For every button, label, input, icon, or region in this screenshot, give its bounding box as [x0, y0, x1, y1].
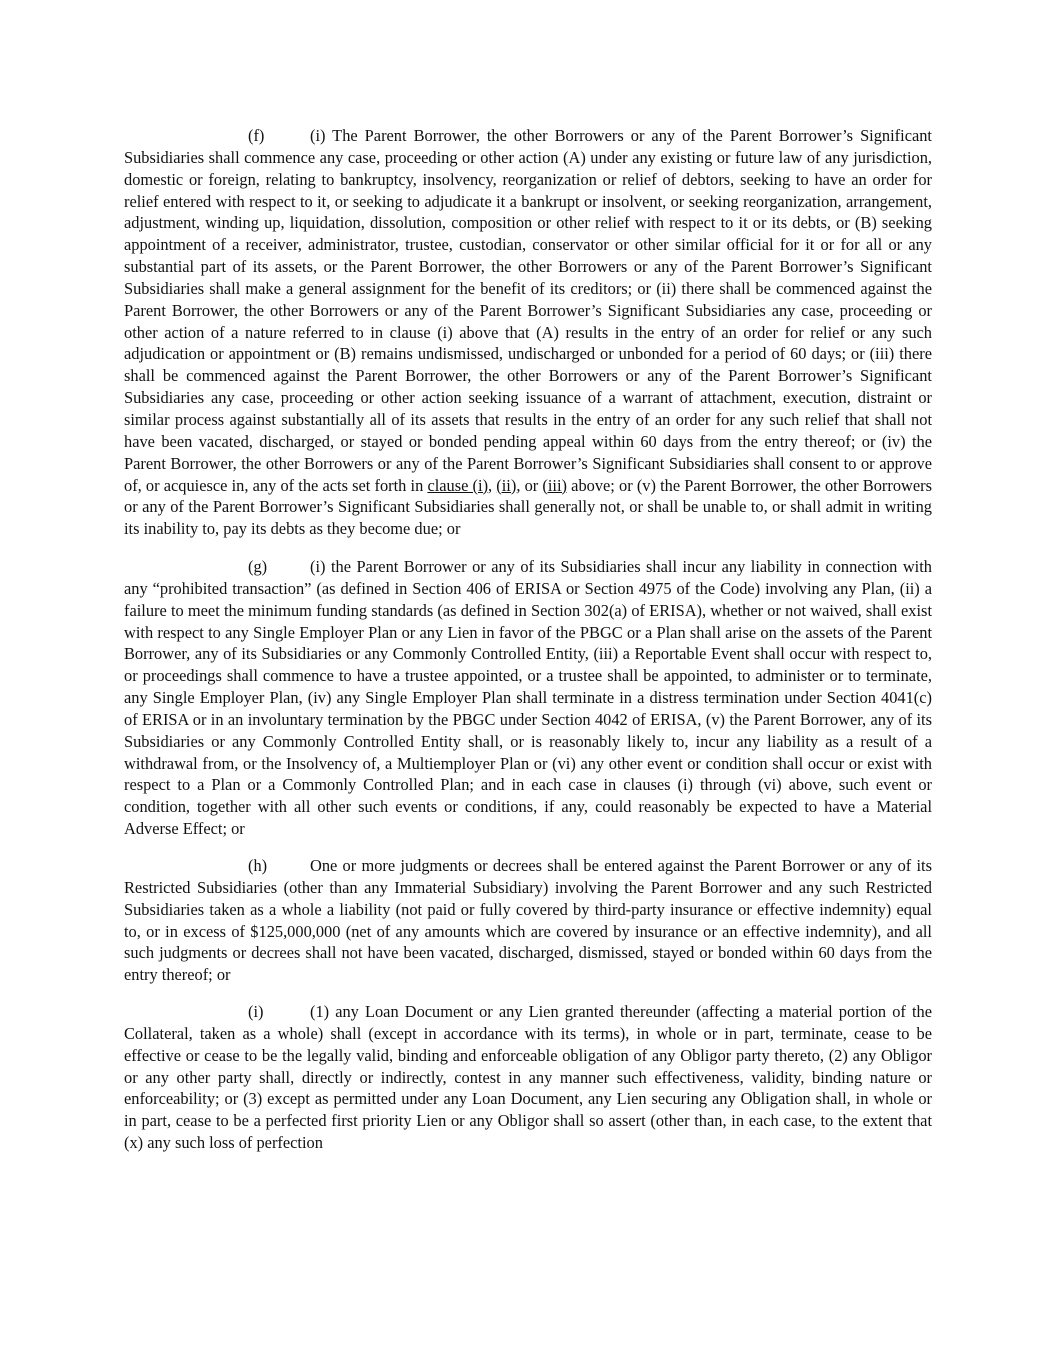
clause-ii-reference: (ii) — [496, 475, 517, 495]
clause-separator-1: , — [488, 475, 497, 495]
paragraph-h — [124, 855, 932, 986]
paragraph-i — [124, 1001, 932, 1154]
paragraph-f — [124, 125, 932, 540]
document-page — [124, 125, 932, 1169]
paragraph-g — [124, 556, 932, 840]
paragraph-f-label: (f) — [248, 126, 265, 145]
paragraph-i-label: (i) — [248, 1002, 264, 1022]
clause-i-reference: clause (i) — [427, 475, 489, 495]
paragraph-h-text: One or more judgments or decrees shall be entered against the Parent Borrower or any of its Restricted Subsidiaries (other than any Immaterial Subsidiary) involving the Parent Borrower and any such Restricted Subsidiaries taken as a whole a liability (not paid or fully covered by third-party insurance or effective indemnity) equal to, or in excess of $125,000,000 (net of any amounts which are covered by insurance or an effective indemnity), and all such judgments or decrees shall not have been vacated, discharged, dismissed, stayed or bonded within 60 days from the entry thereof; or — [124, 856, 932, 985]
clause-separator-2: , or — [516, 475, 543, 495]
paragraph-f-text-part1: (i) The Parent Borrower, the other Borrowers or any of the Parent Borrower’s Significant Subsidiaries shall commence any case, proceeding or other action (A) under any existing or future law of any jurisdiction, domestic or foreign, relating to bankruptcy, insolvency, reorganization or relief of debtors, seeking to have an order for relief entered with respect to it, or seeking to adjudicate it a bankrupt or insolvent, or seeking reorganization, arrangement, adjustment, winding up, liquidation, dissolution, composition or other relief with respect to it or its debts, or (B) seeking appointment of a receiver, administrator, trustee, custodian, conservator or other similar official for it or for all or any substantial part of its assets, or the Parent Borrower, the other Borrowers or any of the Parent Borrower’s Significant Subsidiaries shall make a general assignment for the benefit of its creditors; or (ii) there shall be commenced against the Parent Borrower, the other Borrowers or any of the Parent Borrower’s Significant Subsidiaries any case, proceeding or other action of a nature referred to in clause (i) above that (A) results in the entry of an order for relief or any such adjudication or appointment or (B) remains undismissed, undischarged or unbonded for a period of 60 days; or (iii) there shall be commenced against the Parent Borrower, the other Borrowers or any of the Parent Borrower’s Significant Subsidiaries any case, proceeding or other action seeking issuance of a warrant of attachment, execution, distraint or similar process against substantially all of its assets that results in the entry of an order for any such relief that shall not have been vacated, discharged, or stayed or bonded pending appeal within 60 days from the entry thereof; or (iv) the Parent Borrower, the other Borrowers or any of the Parent Borrower’s Significant Subsidiaries shall consent to or approve of, or acquiesce in, any of the acts set forth in — [124, 126, 932, 495]
paragraph-f-text-part2: above; or (v) the Parent Borrower, the other Borrowers or any of the Parent Borrower’s Significant Subsidiaries shall generally not, or shall be unable to, or shall admit in writing its inability to, pay its debts as they become due; or — [124, 475, 932, 539]
paragraph-h-label: (h) — [248, 856, 268, 875]
paragraph-g-text: (i) the Parent Borrower or any of its Subsidiaries shall incur any liability in connection with any “prohibited transaction” (as defined in Section 406 of ERISA or Section 4975 of the Code) involving any Plan, (ii) a failure to meet the minimum funding standards (as defined in Section 302(a) of ERISA), whether or not waived, shall exist with respect to any Single Employer Plan or any Lien in favor of the PBGC or a Plan shall arise on the assets of the Parent Borrower, any of its Subsidiaries or any Commonly Controlled Entity, (iii) a Reportable Event shall occur with respect to, or proceedings shall commence to have a trustee appointed, or a trustee shall be appointed, to administer or to terminate, any Single Employer Plan, (iv) any Single Employer Plan shall terminate in a distress termination under Section 4041(c) of ERISA or in an involuntary termination by the PBGC under Section 4042 of ERISA, (v) the Parent Borrower, any of its Subsidiaries or any Commonly Controlled Entity shall, or is reasonably likely to, incur any liability as a result of a withdrawal from, or the Insolvency of, a Multiemployer Plan or (vi) any other event or condition shall occur or exist with respect to a Plan or a Commonly Controlled Plan; and in each case in clauses (i) through (vi) above, such event or condition, together with all other such events or conditions, if any, could reasonably be expected to have a Material Adverse Effect; or — [124, 557, 932, 839]
paragraph-i-text: (1) any Loan Document or any Lien granted thereunder (affecting a material portion of the Collateral, taken as a whole) shall (except in accordance with its terms), in whole or in part, terminate, cease to be effective or cease to be the legally valid, binding and enforceable obligation of any Obligor party thereto, (2) any Obligor or any other party shall, directly or indirectly, contest in any manner such effectiveness, validity, binding nature or enforceability; or (3) except as permitted under any Loan Document, any Lien securing any Obligation shall, in whole or in part, cease to be a perfected first priority Lien or any Obligor shall so assert (other than, in each case, to the extent that (x) any such loss of perfection — [124, 1002, 932, 1153]
paragraph-g-label: (g) — [248, 557, 268, 577]
clause-iii-reference: (iii) — [542, 475, 567, 495]
